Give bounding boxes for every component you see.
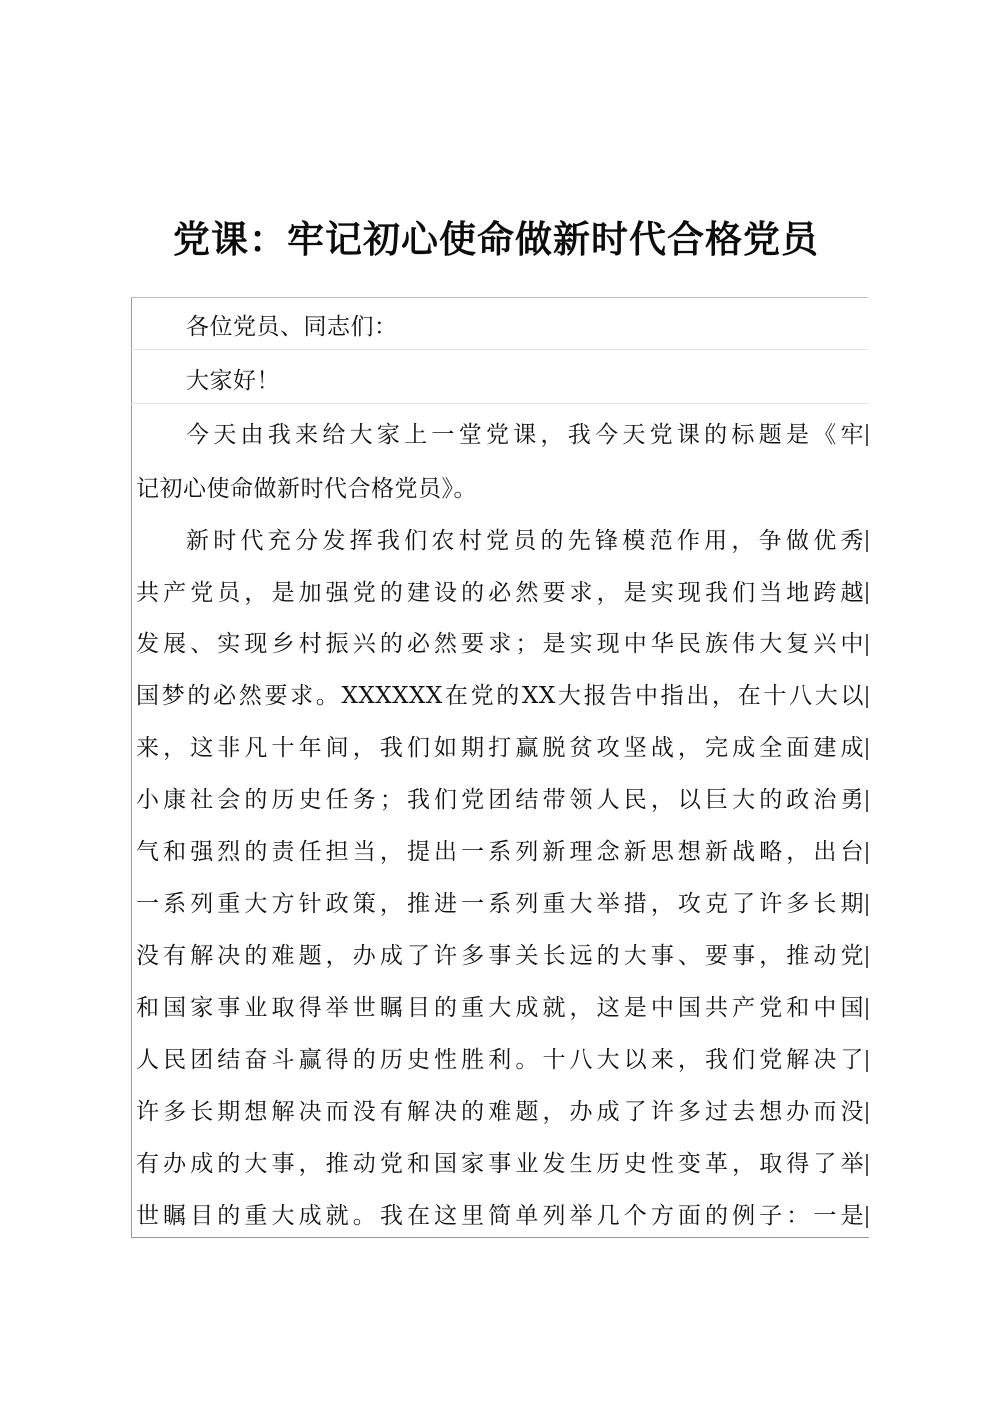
document-title: 党课：牢记初心使命做新时代合格党员 — [173, 218, 819, 261]
margin-tick — [866, 530, 868, 552]
frame-top-border — [131, 297, 868, 298]
margin-tick — [866, 424, 868, 446]
paragraph2-line: 发展、实现乡村振兴的必然要求；是实现中华民族伟大复兴中 — [136, 631, 864, 657]
paragraph1-line: 今天由我来给大家上一堂党课，我今天党课的标题是《牢 — [186, 422, 864, 448]
paragraph2-line: 人民团结奋斗赢得的历史性胜利。十八大以来，我们党解决了 — [136, 1047, 864, 1073]
margin-tick — [866, 1102, 868, 1124]
margin-tick — [866, 686, 868, 708]
margin-tick — [866, 790, 868, 812]
paragraph1-line: 记初心使命做新时代合格党员》。 — [136, 476, 477, 502]
margin-tick — [866, 1206, 868, 1228]
greeting-line: 各位党员、同志们： — [186, 314, 398, 340]
paragraph2-line: 气和强烈的责任担当，提出一系列新理念新思想新战略，出台 — [136, 839, 864, 865]
paragraph2-line: 和国家事业取得举世瞩目的重大成就，这是中国共产党和中国 — [136, 995, 864, 1021]
paragraph2-line: 世瞩目的重大成就。我在这里简单列举几个方面的例子：一是 — [136, 1203, 864, 1229]
paragraph2-line: 新时代充分发挥我们农村党员的先锋模范作用，争做优秀 — [186, 528, 864, 554]
margin-tick — [866, 946, 868, 968]
paragraph2-line: 许多长期想解决而没有解决的难题，办成了许多过去想办而没 — [136, 1099, 864, 1125]
margin-tick — [866, 634, 868, 656]
margin-tick — [866, 842, 868, 864]
paragraph2-line: 国梦的必然要求。XXXXXX在党的XX大报告中指出，在十八大以 — [136, 683, 864, 709]
paragraph2-line: 小康社会的历史任务；我们党团结带领人民，以巨大的政治勇 — [136, 787, 864, 813]
paragraph2-line: 一系列重大方针政策，推进一系列重大举措，攻克了许多长期 — [136, 891, 864, 917]
paragraph2-line: 没有解决的难题，办成了许多事关长远的大事、要事，推动党 — [136, 943, 864, 969]
margin-tick — [866, 894, 868, 916]
paragraph2-line: 来，这非凡十年间，我们如期打赢脱贫攻坚战，完成全面建成 — [136, 735, 864, 761]
hello-line: 大家好！ — [186, 368, 280, 394]
margin-tick — [866, 1154, 868, 1176]
paragraph2-line: 共产党员，是加强党的建设的必然要求，是实现我们当地跨越 — [136, 580, 864, 606]
margin-tick — [866, 582, 868, 604]
paragraph2-line: 有办成的大事，推动党和国家事业发生历史性变革，取得了举 — [136, 1151, 864, 1177]
margin-tick — [866, 738, 868, 760]
margin-tick — [866, 998, 868, 1020]
margin-tick — [866, 1050, 868, 1072]
